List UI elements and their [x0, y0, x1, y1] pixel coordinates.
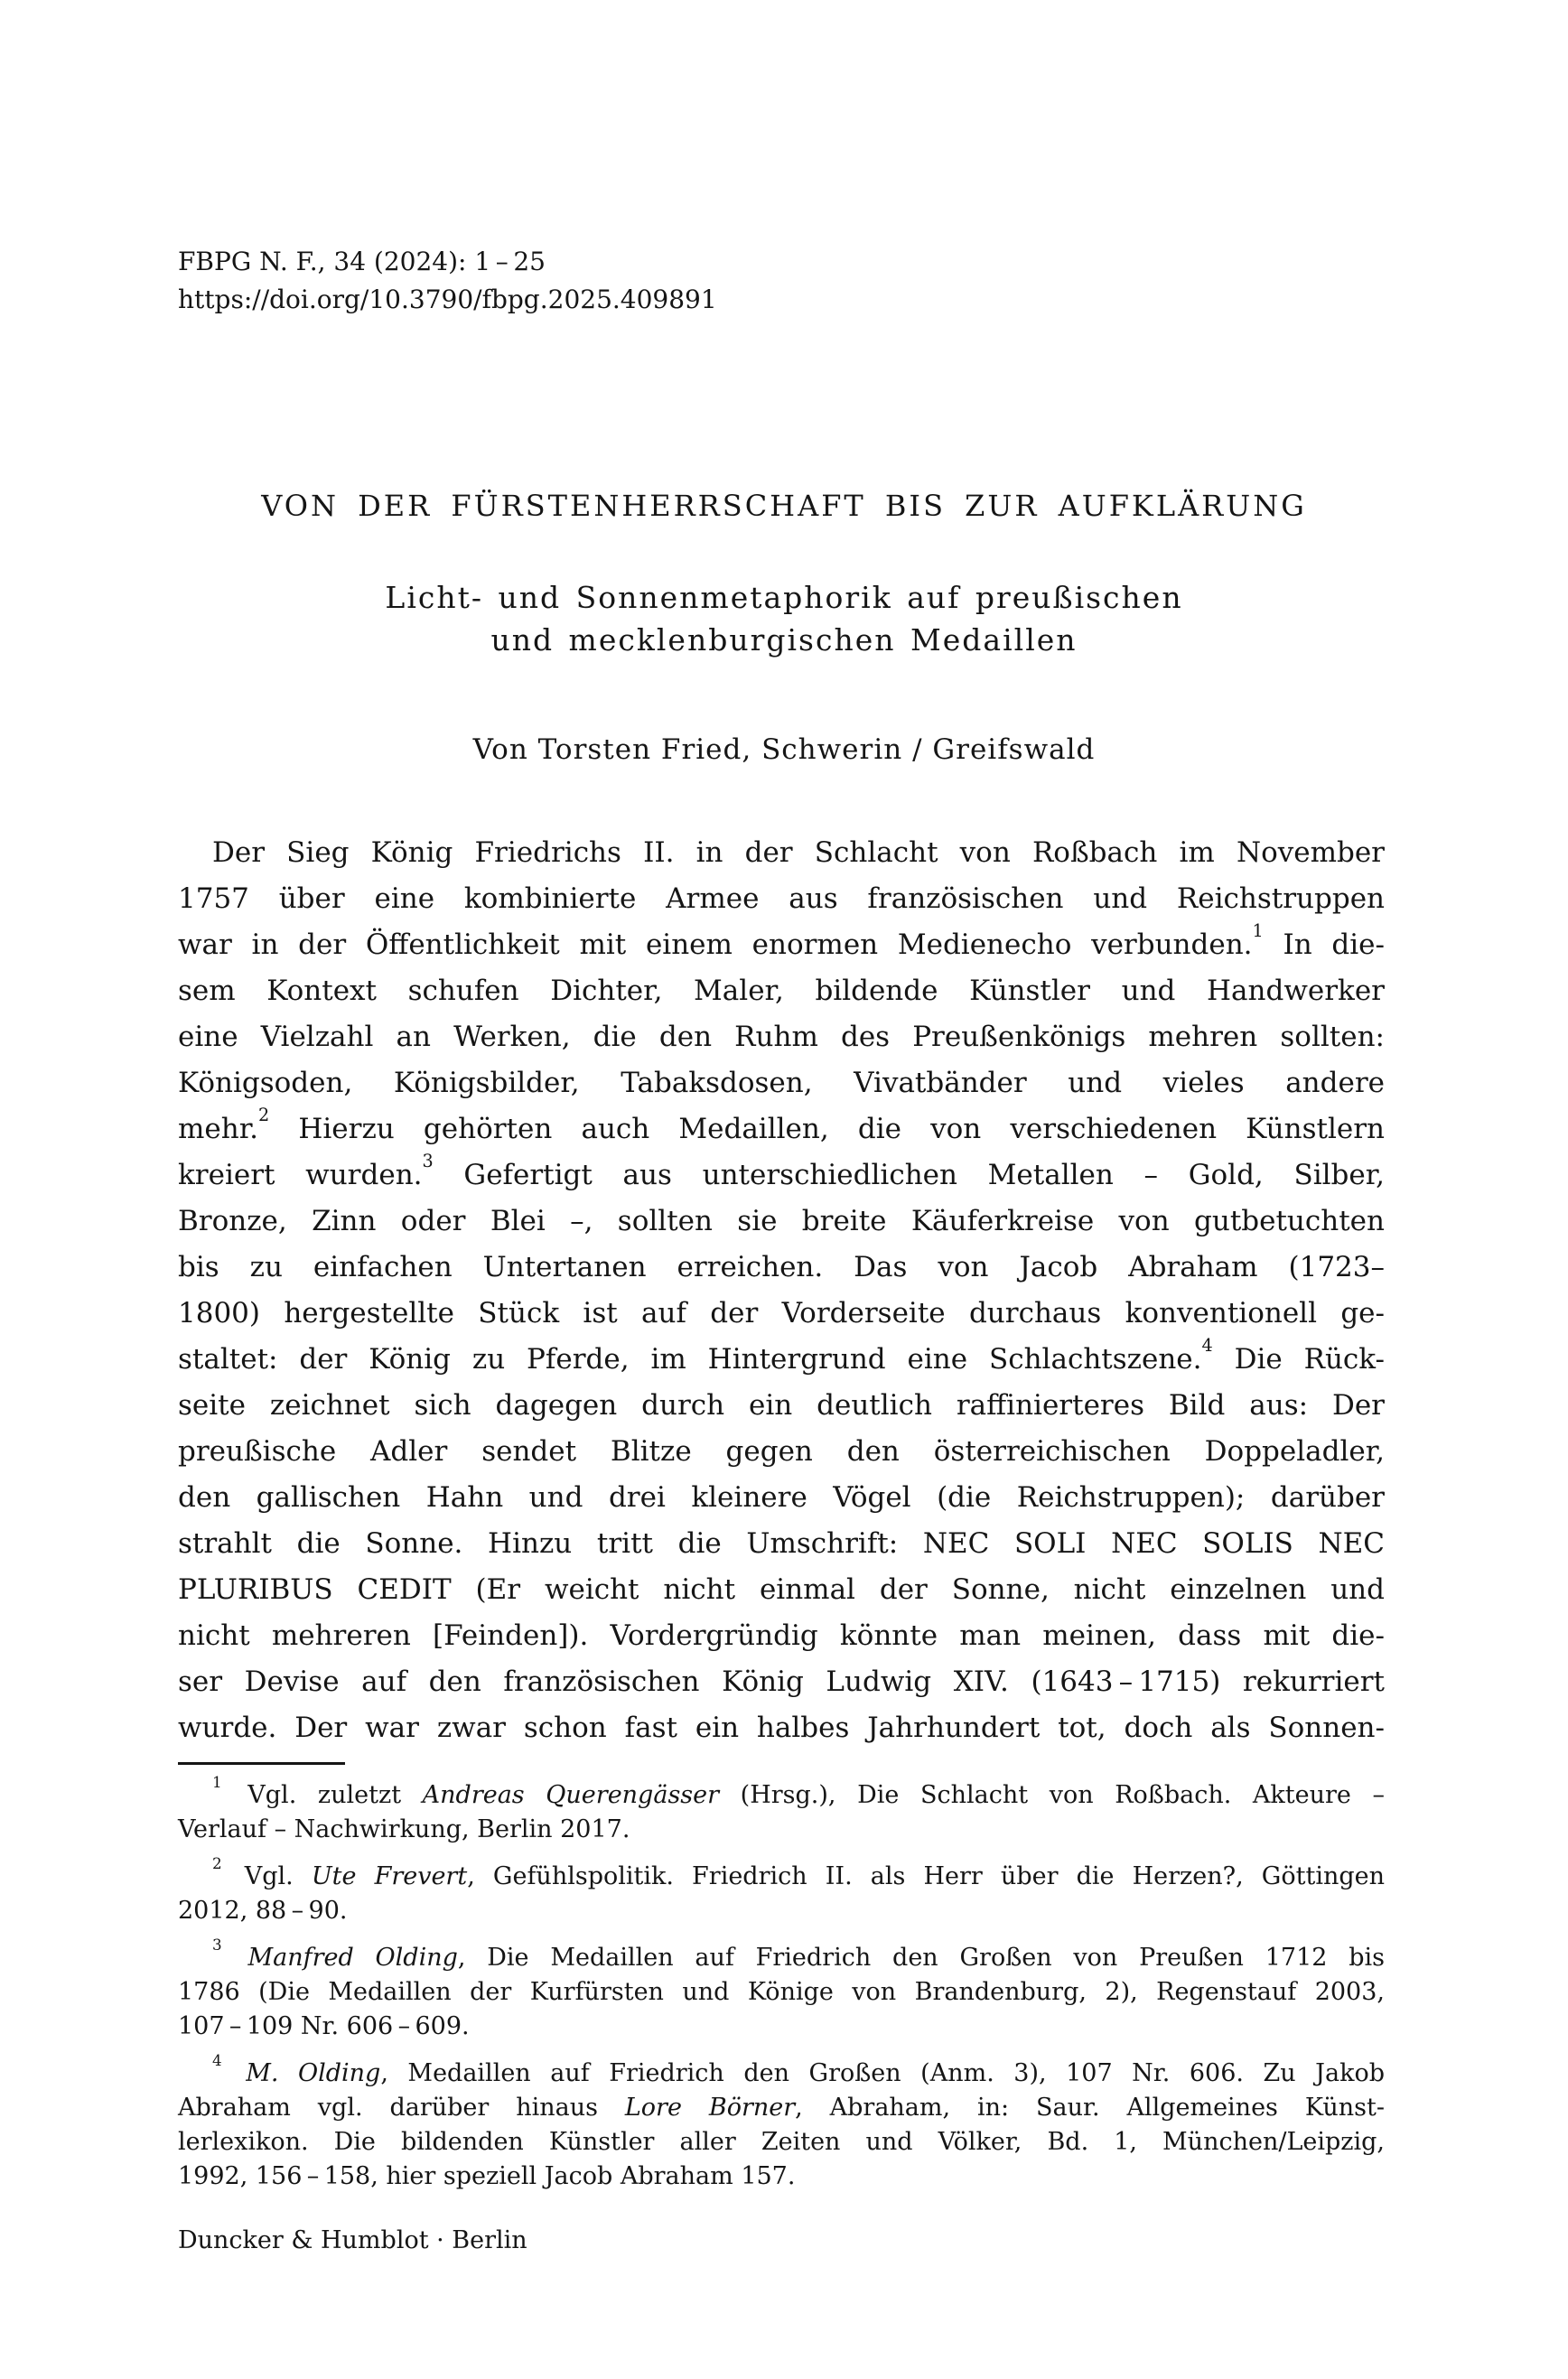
subtitle-line-2: und mecklenburgischen Medaillen	[490, 622, 1078, 658]
body-text: staltet: der König zu Pferde, im Hintergrund eine Schlachtszene.	[178, 1343, 1202, 1376]
footnote-line	[178, 1772, 1385, 1813]
body-line: Königsoden, Königsbilder, Tabaksdosen, Vivatbänder und vieles andere	[178, 1067, 1385, 1099]
footnote-line: 107 – 109 Nr. 606 – 609.	[178, 2012, 470, 2040]
body-paragraph	[178, 830, 1385, 1751]
body-line: seite zeichnet sich dagegen durch ein deutlich raffinierteres Bild aus: Der	[178, 1389, 1385, 1422]
footnote-line	[178, 1935, 1385, 1975]
footnote-ref-3: 3	[422, 1150, 434, 1171]
body-line	[178, 1152, 1385, 1199]
body-line: nicht mehreren [Feinden]). Vordergründig könnte man meinen, dass mit die-	[178, 1619, 1385, 1652]
footnote-line: 1992, 156 – 158, hier speziell Jacob Abraham 157.	[178, 2162, 796, 2190]
footnote-number: 4	[212, 2050, 222, 2069]
body-text: In die-	[1263, 928, 1385, 961]
body-line: strahlt die Sonne. Hinzu tritt die Umschrift: NEC SOLI NEC SOLIS NEC	[178, 1527, 1385, 1560]
footnote-author-italic: M. Olding	[246, 2059, 381, 2087]
body-text: Gefertigt aus unterschiedlichen Metallen – Gold, Silber,	[433, 1159, 1385, 1191]
body-line: 1800) hergestellte Stück ist auf der Vorderseite durchaus konventionell ge-	[178, 1297, 1385, 1329]
footnote-text: , Gefühlspolitik. Friedrich II. als Herr über die Herzen?, Göttingen	[467, 1862, 1386, 1890]
body-text: war in der Öffentlichkeit mit einem enormen Medienecho verbunden.	[178, 928, 1253, 961]
journal-reference: FBPG N. F., 34 (2024): 1 – 25	[178, 247, 546, 276]
footnote-1	[178, 1772, 1385, 1847]
footnote-number: 1	[212, 1772, 222, 1791]
footnote-number: 2	[212, 1853, 222, 1872]
body-text: Die Rück-	[1212, 1343, 1385, 1376]
footnote-ref-2: 2	[257, 1104, 270, 1125]
body-line: Bronze, Zinn oder Blei –, sollten sie breite Käuferkreise von gutbetuchten	[178, 1205, 1385, 1237]
subtitle-line-1: Licht- und Sonnenmetaphorik auf preußischen	[385, 580, 1183, 615]
body-line: eine Vielzahl an Werken, die den Ruhm des Preußenkönigs mehren sollten:	[178, 1021, 1385, 1053]
footnote-text: Abraham vgl. darüber hinaus	[178, 2094, 625, 2122]
footnote-text: , Medaillen auf Friedrich den Großen (Anm. 3), 107 Nr. 606. Zu Jakob	[380, 2059, 1385, 2087]
footnote-line: Verlauf – Nachwirkung, Berlin 2017.	[178, 1815, 630, 1843]
body-line: ser Devise auf den französischen König Ludwig XIV. (1643 – 1715) rekurriert	[178, 1665, 1385, 1698]
body-line: sem Kontext schufen Dichter, Maler, bildende Künstler und Handwerker	[178, 975, 1385, 1007]
footnote-text: , Die Medaillen auf Friedrich den Großen von Preußen 1712 bis	[457, 1944, 1385, 1972]
body-line: PLURIBUS CEDIT (Er weicht nicht einmal der Sonne, nicht einzelnen und	[178, 1573, 1385, 1606]
footnote-text: Vgl.	[226, 1862, 312, 1890]
footnote-line	[178, 1853, 1386, 1894]
footnotes-block	[178, 1772, 1386, 2194]
footnote-separator-rule	[178, 1762, 345, 1765]
body-line: 1757 über eine kombinierte Armee aus französischen und Reichstruppen	[178, 882, 1385, 915]
footnote-line: 2012, 88 – 90.	[178, 1897, 348, 1925]
body-line: preußische Adler sendet Blitze gegen den österreichischen Doppeladler,	[178, 1435, 1385, 1468]
footnote-ref-4: 4	[1201, 1334, 1213, 1356]
footnote-line: lerlexikon. Die bildenden Künstler aller Zeiten und Völker, Bd. 1, München/Leipzig,	[178, 2128, 1385, 2156]
body-line: Der Sieg König Friedrichs II. in der Schlacht von Roßbach im November	[212, 836, 1385, 869]
article-title: VON DER FÜRSTENHERRSCHAFT BIS ZUR AUFKLÄRUNG	[261, 489, 1307, 523]
doi-url: https://doi.org/10.3790/fbpg.2025.409891	[178, 285, 717, 314]
footnote-author-italic: Andreas Querengässer	[422, 1781, 720, 1809]
body-text: kreiert wurden.	[178, 1159, 423, 1191]
body-text: Hierzu gehörten auch Medaillen, die von verschiedenen Künstlern	[269, 1113, 1385, 1145]
footnote-line	[178, 2050, 1385, 2091]
footnote-author-italic: Manfred Olding	[247, 1944, 458, 1972]
footnote-text: , Abraham, in: Saur. Allgemeines Künst-	[795, 2094, 1386, 2122]
footnote-author-italic: Lore Börner	[624, 2094, 796, 2122]
footnote-text	[227, 1944, 248, 1972]
footnote-2	[178, 1853, 1386, 1928]
footnote-ref-1: 1	[1252, 919, 1264, 941]
body-line: den gallischen Hahn und drei kleinere Vögel (die Reichstruppen); darüber	[178, 1481, 1385, 1514]
footnote-number: 3	[212, 1935, 222, 1954]
footnote-line: 1786 (Die Medaillen der Kurfürsten und Könige von Brandenburg, 2), Regenstauf 2003,	[178, 1978, 1385, 2006]
footnote-3	[178, 1935, 1385, 2044]
author-line: Von Torsten Fried, Schwerin / Greifswald	[472, 733, 1096, 766]
footnote-line	[178, 2091, 1385, 2125]
article-subtitle	[0, 576, 1568, 661]
body-line: wurde. Der war zwar schon fast ein halbes Jahrhundert tot, doch als Sonnen-	[178, 1712, 1385, 1744]
page-header	[178, 243, 991, 319]
footnote-text: (Hrsg.), Die Schlacht von Roßbach. Akteure –	[719, 1781, 1385, 1809]
footnote-text	[227, 2059, 247, 2087]
body-line: bis zu einfachen Untertanen erreichen. Das von Jacob Abraham (1723–	[178, 1251, 1385, 1283]
publisher-imprint: Duncker & Humblot · Berlin	[178, 2226, 527, 2254]
footnote-author-italic: Ute Frevert	[311, 1862, 468, 1890]
body-line	[178, 919, 1385, 968]
footnote-text: Vgl. zuletzt	[226, 1781, 423, 1809]
body-line	[178, 1334, 1385, 1383]
body-text: mehr.	[178, 1113, 258, 1145]
footnote-4	[178, 2050, 1386, 2194]
body-line	[178, 1106, 1385, 1152]
